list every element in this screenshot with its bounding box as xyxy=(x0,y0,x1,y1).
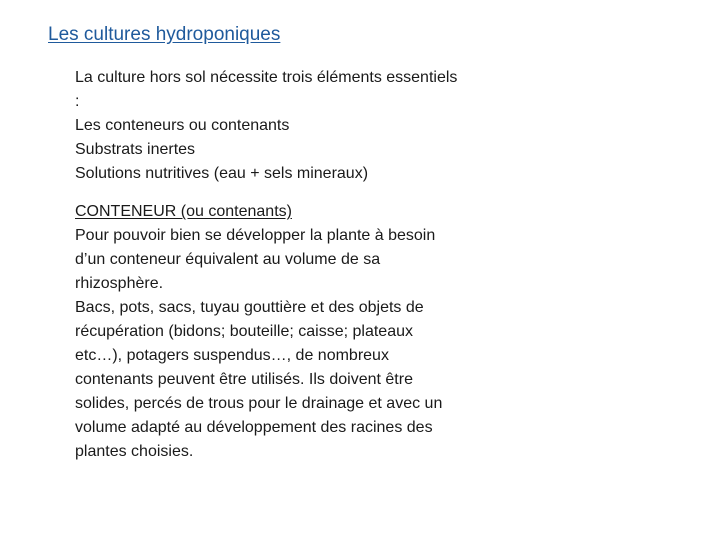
section-line: volume adapté au développement des racines des xyxy=(75,419,433,436)
section-line: rhizosphère. xyxy=(75,275,164,292)
section-line: etc…), potagers suspendus…, de nombreux xyxy=(75,347,389,364)
slide-content xyxy=(75,66,535,464)
section-line: récupération (bidons; bouteille; caisse; plateaux xyxy=(75,323,413,340)
section-line: solides, percés de trous pour le drainage et avec un xyxy=(75,395,443,412)
intro-line: Substrats inertes xyxy=(75,141,196,158)
section-block xyxy=(75,200,535,464)
slide-title: Les cultures hydroponiques xyxy=(48,24,281,45)
intro-block xyxy=(75,66,535,186)
intro-line: La culture hors sol nécessite trois éléments essentiels xyxy=(75,69,458,86)
section-line: contenants peuvent être utilisés. Ils doivent être xyxy=(75,371,413,388)
section-line: d’un conteneur équivalent au volume de sa xyxy=(75,251,381,268)
section-line: plantes choisies. xyxy=(75,443,194,460)
section-heading: CONTENEUR (ou contenants) xyxy=(75,203,292,220)
section-line: Pour pouvoir bien se développer la plante à besoin xyxy=(75,227,436,244)
intro-line: Solutions nutritives (eau + sels mineraux) xyxy=(75,165,369,182)
section-line: Bacs, pots, sacs, tuyau gouttière et des objets de xyxy=(75,299,424,316)
intro-line: : xyxy=(75,93,80,110)
intro-line: Les conteneurs ou contenants xyxy=(75,117,290,134)
spacer xyxy=(75,186,535,200)
